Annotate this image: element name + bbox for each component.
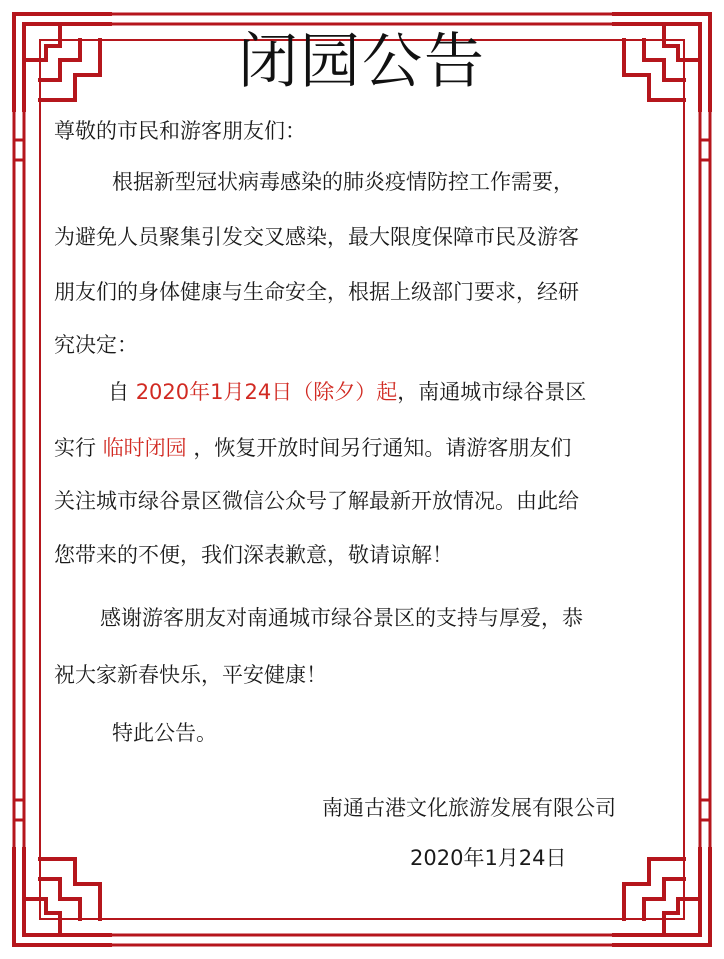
para2-line2-prefix: 实行 — [54, 436, 96, 460]
para3-line2: 祝大家新春快乐，平安健康！ — [54, 663, 327, 687]
date-highlight: 2020年1月24日（除夕）起 — [135, 380, 398, 404]
para2-line1 — [108, 377, 586, 407]
para2-line2 — [54, 433, 571, 463]
para1-line2: 为避免人员聚集引发交叉感染，最大限度保障市民及游客 — [54, 225, 579, 249]
closure-highlight: 临时闭园 — [102, 436, 187, 460]
signature-organization: 南通古港文化旅游发展有限公司 — [322, 796, 616, 820]
para2-prefix: 自 — [108, 380, 129, 404]
para1-line1: 根据新型冠状病毒感染的肺炎疫情防控工作需要， — [112, 170, 574, 194]
signature-date: 2020年1月24日 — [410, 846, 567, 870]
para3-line1: 感谢游客朋友对南通城市绿谷景区的支持与厚爱，恭 — [100, 606, 583, 630]
para1-line3: 朋友们的身体健康与生命安全，根据上级部门要求，经研 — [54, 280, 579, 304]
para2-line2-suffix: ，恢复开放时间另行通知。请游客朋友们 — [193, 436, 572, 460]
closing-text: 特此公告。 — [112, 721, 217, 745]
salutation: 尊敬的市民和游客朋友们： — [54, 119, 306, 143]
notice-title: 闭园公告 — [238, 27, 486, 97]
para1-line4: 究决定： — [54, 333, 138, 357]
para2-line4: 您带来的不便，我们深表歉意，敬请谅解！ — [54, 543, 453, 567]
para2-line3: 关注城市绿谷景区微信公众号了解最新开放情况。由此给 — [54, 489, 579, 513]
para2-line1-suffix: ，南通城市绿谷景区 — [397, 380, 587, 404]
